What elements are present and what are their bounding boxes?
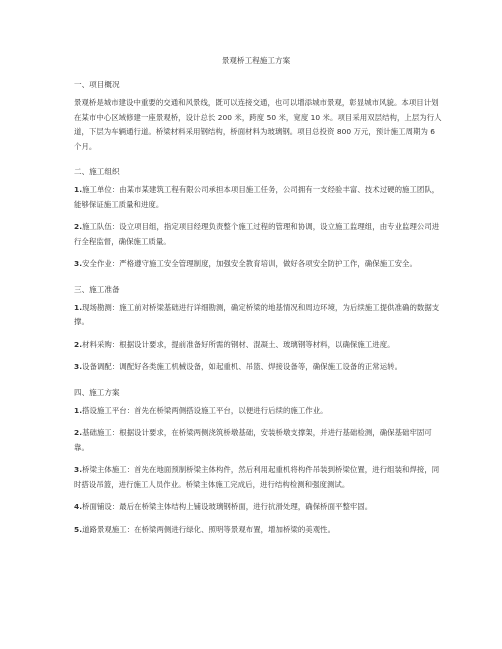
paragraph bbox=[74, 523, 442, 538]
paragraph-number: 2. bbox=[74, 222, 83, 231]
section-plan bbox=[74, 387, 442, 538]
paragraph-text: 设备调配：调配好各类施工机械设备，如起重机、吊篮、焊接设备等，确保施工设备的正常运转。 bbox=[82, 362, 403, 371]
paragraph-text: 材料采购：根据设计要求，提前准备好所需的钢材、混凝土、玻璃钢等材料，以确保施工进度。 bbox=[82, 339, 395, 349]
paragraph bbox=[74, 96, 442, 154]
paragraph-text: 桥梁主体施工：首先在地面预制桥梁主体构件，然后利用起重机将构件吊装到桥梁位置，进行组装和焊接，同时搭设吊篮，进行施工人员作业。桥梁主体施工完成后，进行结构检测和强度测试。 bbox=[74, 465, 440, 489]
paragraph-number: 3. bbox=[74, 465, 83, 474]
paragraph bbox=[74, 404, 442, 419]
paragraph bbox=[74, 360, 442, 375]
paragraph bbox=[74, 220, 442, 249]
paragraph-number: 3. bbox=[74, 362, 83, 371]
paragraph bbox=[74, 338, 442, 353]
paragraph-text: 桥面铺设：最后在桥梁主体结构上铺设玻璃钢桥面，进行抗滑处理，确保桥面平整牢固。 bbox=[82, 502, 373, 511]
document-title: 景观桥工程施工方案 bbox=[221, 56, 291, 65]
paragraph bbox=[74, 301, 442, 330]
paragraph bbox=[74, 463, 442, 492]
paragraph-number: 4. bbox=[74, 502, 83, 511]
paragraph-text: 施工队伍：设立项目组，指定项目经理负责整个施工过程的管理和协调，设立施工监理组，由专业监理公司进行全程监督，确保施工质量。 bbox=[74, 222, 440, 246]
paragraph-text: 道路景观施工：在桥梁两侧进行绿化、照明等景观布置，增加桥梁的美观性。 bbox=[82, 524, 336, 534]
paragraph-number: 2. bbox=[74, 339, 83, 349]
paragraph-text: 基础施工：根据设计要求，在桥梁两侧浇筑桥墩基础，安装桥墩支撑架，并进行基础检测，确保基础牢固可靠。 bbox=[74, 428, 432, 452]
paragraph-text: 施工单位：由某市某建筑工程有限公司承担本项目施工任务，公司拥有一支经验丰富、技术过硬的施工团队，能够保证施工质量和进度。 bbox=[74, 185, 440, 209]
paragraph bbox=[74, 426, 442, 455]
paragraph-number: 1. bbox=[74, 302, 83, 312]
section-heading: 三、施工准备 bbox=[74, 284, 120, 294]
section-overview bbox=[74, 79, 442, 154]
section-heading: 一、项目概况 bbox=[74, 80, 120, 89]
section-heading: 二、施工组织 bbox=[74, 167, 120, 176]
section-preparation bbox=[74, 284, 442, 375]
paragraph-number: 2. bbox=[74, 428, 83, 437]
paragraph bbox=[74, 183, 442, 212]
paragraph bbox=[74, 500, 442, 515]
paragraph-number: 1. bbox=[74, 405, 83, 415]
paragraph bbox=[74, 257, 442, 272]
paragraph-number: 1. bbox=[74, 185, 83, 194]
paragraph-text: 现场勘测：施工前对桥梁基础进行详细勘测，确定桥梁的地基情况和周边环境，为后续施工提供准确的数据支撑。 bbox=[74, 302, 440, 326]
paragraph-text: 安全作业：严格遵守施工安全管理制度，加强安全教育培训，做好各项安全防护工作，确保施工安全。 bbox=[82, 259, 417, 268]
section-heading: 四、施工方案 bbox=[74, 387, 120, 397]
paragraph-text: 搭设施工平台：首先在桥梁两侧搭设施工平台，以便进行后续的施工作业。 bbox=[82, 405, 328, 415]
section-organization bbox=[74, 166, 442, 272]
paragraph-number: 5. bbox=[74, 524, 83, 534]
paragraph-number: 3. bbox=[74, 259, 83, 268]
paragraph-text: 景观桥是城市建设中重要的交通和风景线，既可以连接交通，也可以增添城市景观，彰显城市风貌。本项目计划在某市中心区域修建一座景观桥，设计总长 200 米，跨度 50 米，宽度 10 米。项目采用双层结构，上层为行人道，下层为车辆通行道。桥梁材料采用钢结构，桥面材料为玻璃钢。项目总投资 800 万元，预计施工周期为 6 个月。 bbox=[74, 98, 442, 151]
